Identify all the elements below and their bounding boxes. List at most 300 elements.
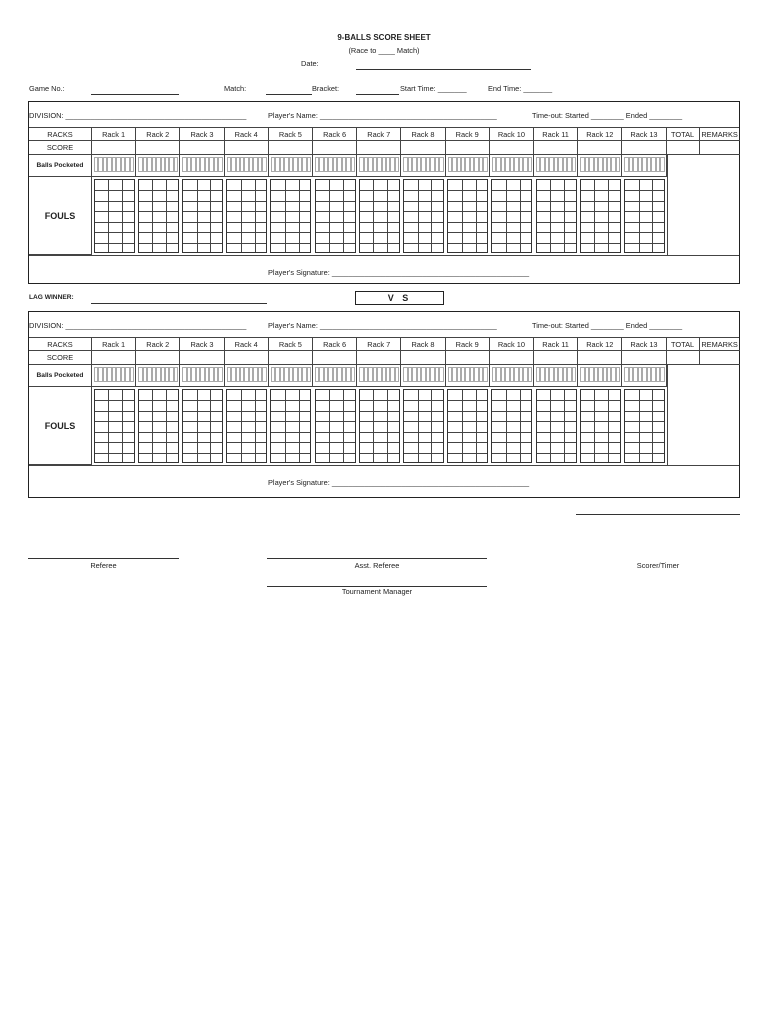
- foul-grid-line: [343, 390, 344, 462]
- rack-header: Rack 2: [136, 338, 180, 351]
- rack-header: Rack 3: [180, 128, 224, 141]
- foul-grid-line: [166, 390, 167, 462]
- foul-grid-line: [183, 243, 222, 244]
- score-cell[interactable]: [578, 141, 622, 155]
- end-time-label[interactable]: End Time: _______: [488, 84, 553, 93]
- lag-winner-label: LAG WINNER:: [29, 294, 74, 301]
- foul-grid-line: [271, 190, 310, 191]
- foul-grid-line: [227, 442, 266, 443]
- foul-grid-line: [271, 201, 310, 202]
- players-signature-label[interactable]: Player's Signature: ________________________________________________: [268, 478, 530, 487]
- start-time-label[interactable]: Start Time: _______: [400, 84, 467, 93]
- rack-header: Rack 5: [269, 128, 313, 141]
- rack-header: Rack 3: [180, 338, 224, 351]
- foul-grid-line: [625, 190, 664, 191]
- score-cell[interactable]: [92, 141, 136, 155]
- foul-grid-line: [95, 411, 134, 412]
- date-field[interactable]: [356, 69, 531, 70]
- foul-grid[interactable]: [536, 389, 577, 463]
- foul-grid[interactable]: [536, 179, 577, 253]
- ball-box[interactable]: [262, 157, 266, 172]
- foul-grid-line: [227, 453, 266, 454]
- foul-grid-line: [360, 190, 399, 191]
- rack-header: Rack 12: [578, 128, 622, 141]
- foul-grid-line: [537, 190, 576, 191]
- foul-grid-line: [197, 180, 198, 252]
- foul-grid-line: [581, 222, 620, 223]
- foul-grid-line: [462, 180, 463, 252]
- foul-grid-line: [360, 232, 399, 233]
- foul-grid-line: [271, 421, 310, 422]
- foul-grid-line: [492, 190, 531, 191]
- total-cell[interactable]: [667, 351, 700, 365]
- foul-grid[interactable]: [447, 389, 488, 463]
- ball-box[interactable]: [307, 367, 311, 382]
- foul-grid-line: [139, 442, 178, 443]
- ball-box[interactable]: [660, 157, 664, 172]
- foul-grid-line: [492, 201, 531, 202]
- player-name-label[interactable]: Player's Name: ___________________________________________: [268, 321, 497, 330]
- score-label: SCORE: [29, 351, 92, 365]
- foul-grid[interactable]: [491, 389, 532, 463]
- ball-box[interactable]: [174, 157, 178, 172]
- score-cell[interactable]: [401, 141, 445, 155]
- score-cell[interactable]: [313, 141, 357, 155]
- player-name-label[interactable]: Player's Name: ___________________________________________: [268, 111, 497, 120]
- foul-grid-line: [360, 222, 399, 223]
- match-field[interactable]: [266, 94, 312, 95]
- foul-grid[interactable]: [315, 389, 356, 463]
- rack-header: Rack 4: [225, 338, 269, 351]
- foul-grid-line: [404, 243, 443, 244]
- foul-grid-line: [492, 453, 531, 454]
- ball-box[interactable]: [351, 367, 355, 382]
- foul-grid-line: [448, 211, 487, 212]
- foul-grid-line: [404, 411, 443, 412]
- foul-grid-line: [492, 211, 531, 212]
- foul-grid-line: [108, 180, 109, 252]
- foul-grid-line: [183, 421, 222, 422]
- foul-grid-line: [492, 442, 531, 443]
- score-cell[interactable]: [578, 351, 622, 365]
- foul-grid-line: [581, 201, 620, 202]
- foul-grid-line: [360, 400, 399, 401]
- rack-header: Rack 6: [313, 338, 357, 351]
- rack-header: Rack 11: [534, 338, 578, 351]
- ball-box[interactable]: [174, 367, 178, 382]
- score-cell[interactable]: [534, 141, 578, 155]
- foul-grid-line: [95, 243, 134, 244]
- rack-header: Rack 8: [401, 128, 445, 141]
- player-block-2: [28, 311, 740, 498]
- rack-area-edge: [667, 365, 668, 465]
- remarks-cell[interactable]: [700, 351, 740, 365]
- foul-grid[interactable]: [580, 389, 621, 463]
- foul-grid-line: [183, 222, 222, 223]
- total-cell[interactable]: [667, 141, 700, 155]
- tournament-manager-label: Tournament Manager: [341, 587, 413, 596]
- foul-grid-line: [95, 190, 134, 191]
- score-cell[interactable]: [313, 351, 357, 365]
- foul-grid-line: [625, 421, 664, 422]
- rack-header: Rack 7: [357, 128, 401, 141]
- score-cell[interactable]: [622, 141, 666, 155]
- foul-grid[interactable]: [138, 389, 179, 463]
- foul-grid-line: [271, 243, 310, 244]
- foul-grid-line: [581, 232, 620, 233]
- remarks-header: REMARKS: [700, 338, 740, 351]
- foul-grid-line: [227, 432, 266, 433]
- ball-box[interactable]: [483, 367, 487, 382]
- ball-box[interactable]: [395, 367, 399, 382]
- rack-header: Rack 10: [490, 128, 534, 141]
- referee-label: Referee: [90, 561, 117, 570]
- foul-grid-line: [387, 180, 388, 252]
- foul-grid-line: [537, 400, 576, 401]
- rack-header: Rack 8: [401, 338, 445, 351]
- foul-grid-line: [95, 232, 134, 233]
- score-cell[interactable]: [136, 141, 180, 155]
- foul-grid-line: [255, 390, 256, 462]
- foul-grid-line: [95, 421, 134, 422]
- foul-grid-line: [316, 411, 355, 412]
- foul-grid-line: [537, 211, 576, 212]
- racks-header: RACKS: [29, 338, 92, 351]
- foul-grid-line: [122, 180, 123, 252]
- timeout-label[interactable]: Time-out: Started ________ Ended ________: [532, 111, 683, 120]
- foul-grid[interactable]: [624, 179, 665, 253]
- foul-grid[interactable]: [226, 389, 267, 463]
- foul-grid-line: [271, 400, 310, 401]
- ball-box[interactable]: [307, 157, 311, 172]
- foul-grid-line: [271, 211, 310, 212]
- ball-box[interactable]: [351, 157, 355, 172]
- foul-grid[interactable]: [226, 179, 267, 253]
- division-label[interactable]: DIVISION: ____________________________________________: [29, 111, 247, 120]
- match-label: Match:: [224, 84, 247, 93]
- foul-grid-line: [183, 411, 222, 412]
- foul-grid-line: [537, 432, 576, 433]
- score-cell[interactable]: [225, 141, 269, 155]
- foul-grid[interactable]: [447, 179, 488, 253]
- foul-grid-line: [581, 432, 620, 433]
- foul-grid-line: [404, 211, 443, 212]
- foul-grid-line: [271, 232, 310, 233]
- foul-grid-line: [227, 211, 266, 212]
- foul-grid-line: [492, 243, 531, 244]
- foul-grid-line: [183, 453, 222, 454]
- foul-grid-line: [139, 190, 178, 191]
- foul-grid-line: [476, 390, 477, 462]
- foul-grid-line: [299, 390, 300, 462]
- players-signature-label[interactable]: Player's Signature: ________________________________________________: [268, 268, 530, 277]
- player-block-1: [28, 101, 740, 284]
- score-cell[interactable]: [92, 351, 136, 365]
- foul-grid[interactable]: [359, 179, 400, 253]
- foul-grid-line: [316, 432, 355, 433]
- foul-grid-line: [506, 180, 507, 252]
- foul-grid-line: [122, 390, 123, 462]
- game-no-field[interactable]: [91, 94, 179, 95]
- foul-grid-line: [139, 211, 178, 212]
- foul-grid-line: [183, 432, 222, 433]
- foul-grid[interactable]: [270, 179, 311, 253]
- foul-grid-line: [139, 453, 178, 454]
- foul-grid-line: [95, 211, 134, 212]
- vs-box: V S: [355, 291, 444, 305]
- foul-grid-line: [608, 390, 609, 462]
- foul-grid-line: [227, 201, 266, 202]
- foul-grid-line: [139, 222, 178, 223]
- foul-grid-line: [152, 180, 153, 252]
- foul-grid-line: [152, 390, 153, 462]
- foul-grid-line: [183, 211, 222, 212]
- rack-header: Rack 2: [136, 128, 180, 141]
- foul-grid-line: [404, 201, 443, 202]
- rack-header: Rack 5: [269, 338, 313, 351]
- foul-grid[interactable]: [182, 179, 223, 253]
- score-cell[interactable]: [269, 351, 313, 365]
- score-cell[interactable]: [446, 351, 490, 365]
- foul-grid[interactable]: [624, 389, 665, 463]
- score-cell[interactable]: [136, 351, 180, 365]
- foul-grid-line: [492, 421, 531, 422]
- foul-grid-line: [197, 390, 198, 462]
- asst-referee-signature-line[interactable]: [267, 558, 487, 559]
- foul-grid-line: [329, 390, 330, 462]
- ball-box[interactable]: [572, 157, 576, 172]
- foul-grid[interactable]: [491, 179, 532, 253]
- score-cell[interactable]: [534, 351, 578, 365]
- foul-grid[interactable]: [403, 179, 444, 253]
- fouls-label: FOULS: [29, 387, 92, 465]
- foul-grid-line: [227, 400, 266, 401]
- bracket-field[interactable]: [356, 94, 399, 95]
- score-cell[interactable]: [180, 141, 224, 155]
- foul-grid-line: [95, 453, 134, 454]
- ball-box[interactable]: [130, 367, 134, 382]
- foul-grid-line: [581, 411, 620, 412]
- foul-grid-line: [448, 190, 487, 191]
- foul-grid-line: [316, 190, 355, 191]
- foul-grid-line: [139, 400, 178, 401]
- rack-header: Rack 13: [622, 338, 666, 351]
- foul-grid-line: [625, 211, 664, 212]
- foul-grid-line: [299, 180, 300, 252]
- ball-box[interactable]: [616, 367, 620, 382]
- foul-grid-line: [139, 201, 178, 202]
- division-label[interactable]: DIVISION: ____________________________________________: [29, 321, 247, 330]
- foul-grid-line: [166, 180, 167, 252]
- ball-box[interactable]: [130, 157, 134, 172]
- foul-grid[interactable]: [94, 179, 135, 253]
- foul-grid[interactable]: [403, 389, 444, 463]
- foul-grid-line: [537, 243, 576, 244]
- date-label: Date:: [301, 59, 319, 68]
- foul-grid-line: [404, 421, 443, 422]
- foul-grid[interactable]: [182, 389, 223, 463]
- foul-grid-line: [625, 243, 664, 244]
- foul-grid-line: [183, 201, 222, 202]
- foul-grid-line: [316, 453, 355, 454]
- total-header: TOTAL: [667, 338, 700, 351]
- foul-grid-line: [625, 400, 664, 401]
- foul-grid-line: [581, 453, 620, 454]
- ball-box[interactable]: [528, 367, 532, 382]
- foul-grid-line: [448, 232, 487, 233]
- foul-grid-line: [183, 190, 222, 191]
- foul-grid-line: [594, 390, 595, 462]
- ball-box[interactable]: [262, 367, 266, 382]
- referee-signature-line[interactable]: [28, 558, 179, 559]
- foul-grid-line: [316, 211, 355, 212]
- rack-header: Rack 1: [92, 128, 136, 141]
- foul-grid-line: [227, 411, 266, 412]
- foul-grid-line: [625, 232, 664, 233]
- foul-grid-line: [625, 442, 664, 443]
- score-cell[interactable]: [180, 351, 224, 365]
- ball-box[interactable]: [439, 367, 443, 382]
- foul-grid-line: [404, 222, 443, 223]
- foul-grid-line: [373, 390, 374, 462]
- foul-grid-line: [418, 180, 419, 252]
- ball-box[interactable]: [395, 157, 399, 172]
- ball-box[interactable]: [528, 157, 532, 172]
- foul-grid-line: [625, 222, 664, 223]
- rack-header: Rack 10: [490, 338, 534, 351]
- foul-grid[interactable]: [94, 389, 135, 463]
- ball-box[interactable]: [616, 157, 620, 172]
- foul-grid-line: [139, 411, 178, 412]
- foul-grid-line: [550, 390, 551, 462]
- foul-grid-line: [639, 390, 640, 462]
- foul-grid-line: [343, 180, 344, 252]
- foul-grid-line: [520, 180, 521, 252]
- foul-grid-line: [241, 390, 242, 462]
- page-subtitle: (Race to ____ Match): [348, 46, 420, 55]
- foul-grid-line: [387, 390, 388, 462]
- scorer-timer-label: Scorer/Timer: [636, 561, 680, 570]
- score-cell[interactable]: [225, 351, 269, 365]
- foul-grid-line: [550, 180, 551, 252]
- foul-grid-line: [537, 222, 576, 223]
- score-label: SCORE: [29, 141, 92, 155]
- score-cell[interactable]: [622, 351, 666, 365]
- rack-header: Rack 11: [534, 128, 578, 141]
- rack-area-edge: [667, 155, 668, 255]
- lag-winner-field[interactable]: [91, 303, 267, 304]
- ball-box[interactable]: [218, 367, 222, 382]
- foul-grid-line: [183, 400, 222, 401]
- signature-divider: [29, 465, 739, 466]
- foul-grid-line: [492, 411, 531, 412]
- game-no-label: Game No.:: [29, 84, 65, 93]
- foul-grid-line: [108, 390, 109, 462]
- foul-grid-line: [255, 180, 256, 252]
- foul-grid-line: [183, 442, 222, 443]
- foul-grid-line: [271, 222, 310, 223]
- score-cell[interactable]: [490, 141, 534, 155]
- foul-grid-line: [418, 390, 419, 462]
- foul-grid-line: [316, 421, 355, 422]
- foul-grid-line: [227, 232, 266, 233]
- ball-box[interactable]: [660, 367, 664, 382]
- score-cell[interactable]: [446, 141, 490, 155]
- foul-grid-line: [241, 180, 242, 252]
- foul-grid[interactable]: [138, 179, 179, 253]
- bracket-label: Bracket:: [312, 84, 340, 93]
- foul-grid-line: [360, 201, 399, 202]
- foul-grid-line: [431, 390, 432, 462]
- foul-grid-line: [652, 390, 653, 462]
- racks-header: RACKS: [29, 128, 92, 141]
- foul-grid-line: [271, 442, 310, 443]
- score-cell[interactable]: [357, 141, 401, 155]
- foul-grid-line: [462, 390, 463, 462]
- foul-grid[interactable]: [580, 179, 621, 253]
- score-cell[interactable]: [357, 351, 401, 365]
- scorer-signature-line[interactable]: [576, 514, 740, 515]
- foul-grid-line: [316, 400, 355, 401]
- foul-grid[interactable]: [315, 179, 356, 253]
- foul-grid-line: [95, 222, 134, 223]
- foul-grid-line: [537, 201, 576, 202]
- ball-box[interactable]: [572, 367, 576, 382]
- foul-grid-line: [316, 442, 355, 443]
- foul-grid-line: [227, 421, 266, 422]
- foul-grid-line: [625, 453, 664, 454]
- foul-grid[interactable]: [359, 389, 400, 463]
- foul-grid-line: [360, 243, 399, 244]
- foul-grid-line: [564, 180, 565, 252]
- foul-grid[interactable]: [270, 389, 311, 463]
- foul-grid-line: [581, 190, 620, 191]
- foul-grid-line: [431, 180, 432, 252]
- rack-header: Rack 9: [446, 128, 490, 141]
- foul-grid-line: [316, 201, 355, 202]
- score-cell[interactable]: [490, 351, 534, 365]
- ball-box[interactable]: [218, 157, 222, 172]
- rack-header: Rack 6: [313, 128, 357, 141]
- page-title: 9-BALLS SCORE SHEET: [337, 33, 431, 42]
- foul-grid-line: [227, 190, 266, 191]
- foul-grid-line: [360, 442, 399, 443]
- score-cell[interactable]: [401, 351, 445, 365]
- foul-grid-line: [271, 432, 310, 433]
- foul-grid-line: [139, 432, 178, 433]
- foul-grid-line: [492, 432, 531, 433]
- foul-grid-line: [448, 432, 487, 433]
- foul-grid-line: [183, 232, 222, 233]
- foul-grid-line: [537, 411, 576, 412]
- rack-header: Rack 12: [578, 338, 622, 351]
- foul-grid-line: [373, 180, 374, 252]
- ball-box[interactable]: [483, 157, 487, 172]
- foul-grid-line: [139, 421, 178, 422]
- foul-grid-line: [95, 432, 134, 433]
- score-cell[interactable]: [269, 141, 313, 155]
- foul-grid-line: [95, 442, 134, 443]
- foul-grid-line: [210, 180, 211, 252]
- remarks-cell[interactable]: [700, 141, 740, 155]
- foul-grid-line: [139, 243, 178, 244]
- balls-pocketed-label: Balls Pocketed: [29, 155, 92, 177]
- rack-header: Rack 1: [92, 338, 136, 351]
- ball-box[interactable]: [439, 157, 443, 172]
- timeout-label[interactable]: Time-out: Started ________ Ended ________: [532, 321, 683, 330]
- foul-grid-line: [448, 400, 487, 401]
- signature-divider: [29, 255, 739, 256]
